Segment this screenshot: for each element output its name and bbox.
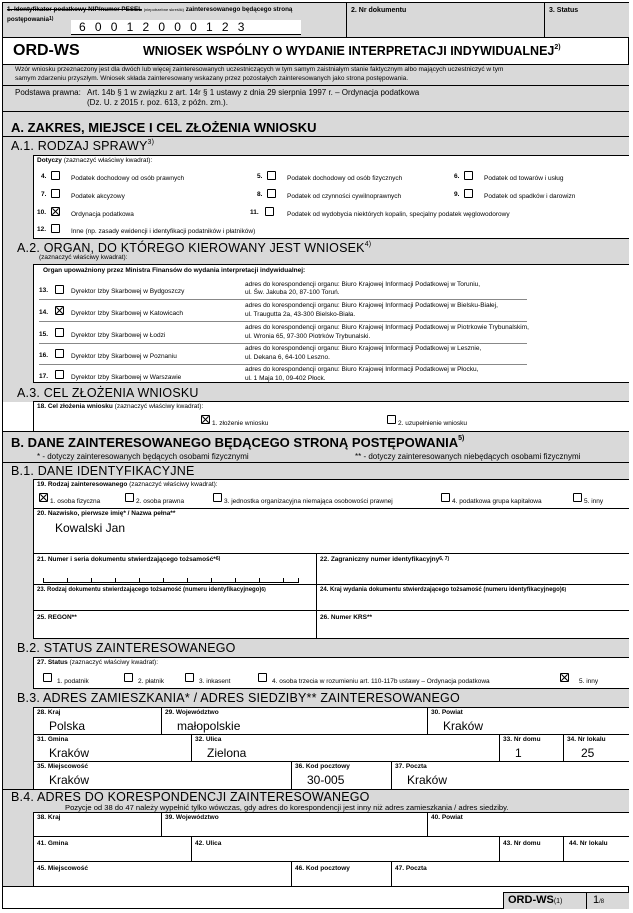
type1-label: 1. osoba fizyczna [50,498,101,505]
basis-line1: Art. 14b § 1 w związku z art. 14r § 1 ustawy z dnia 29 sierpnia 1997 r. – Ordynacja podatkowa [87,88,420,97]
status4-label: 4. osoba trzecia w rozumieniu art. 110-117b ustawy – Ordynacja podatkowa [272,678,490,685]
b4-box [33,812,629,886]
organ-name-14: Dyrektor Izby Skarbowej w Katowicach [71,310,183,317]
form-page: 1. Identyfikator podatkowy NIP/numer PESEL (niepotrzebne skreślić) zainteresowanego będącego stroną postępowania$^{1)}$ 60012000123 2. Nr dokumentu 3. Status ORD-WS WNIOSEK WSPÓLNY O WYDANIE INTERPRETACJI INDYWIDUALNEJ$^{2)}$ Wzór wniosku przeznaczony jest dla dwóch lub więcej zainteresowanych uczestniczących w tym samym zaistniałym stanie faktycznym albo mających uczestniczyć w tym samym zdarzeniu przyszłym. Wniosek składa zainteresowany wskazany przez pozostałych zainteresowanych jako strona postępowania. Podstawa prawna: Art. 14b § 1 w związku z art. 14r § 1 ustawy z dnia 29 sierpnia 1997 r. – Ordynacja podatkowa (Dz. U. z 2015 r. poz. 613, z późn. zm.). A. ZAKRES, MIEJSCE I CEL ZŁOŻENIA WNIOSKU A.1. RODZAJ SPRAWY$^{3)}$ Dotyczy (zaznaczyć właściwy kwadrat): 4. Podatek dochodowy od osób prawnych 5. Podatek dochodowy od osób fizycznych 6. Podatek od towarów i usług 7. Podatek akcyzowy 8. Podatek od czynności cywilnoprawnych 9. Podatek od spadków i darowizn 10. Ordynacja podatkowa 11. Podatek od wydobycia niektórych kopalin, specjalny podatek węglowodorowy 12. Inne (np. zasady ewidencji i identyfikacji podatników i płatników) A.2. ORGAN, DO KTÓREGO KIEROWANY JEST WNIOSEK$^{4)}$ (zaznaczyć właściwy kwadrat): Organ upoważniony przez Ministra Finansów do wydania interpretacji indywidualnej: 13. Dyrektor Izby Skarbowej w Bydgoszczy adres do korespondencji organu: Biuro Krajowej Informacji Podatkowej w Toruniu, ul. Św. Jakuba 20, 87-100 Toruń. 14. Dyrektor Izby Skarbowej w Katowicach adres do korespondencji organu: Biuro Krajowej Informacji Podatkowej w Bielsku-Białej, ul. Traugutta 2a, 43-300 Bielsko-Biała. 15. Dyrektor Izby Skarbowej w Łodzi adres do korespondencji organu: Biuro Krajowej Informacji Podatkowej w Piotrkowie Trybunalskim, ul. Wronia 65, 97-300 Piotrków Trybunalski. 16. Dyrektor Izby Skarbowej w Poznaniu adres do korespondencji organu: Biuro Krajowej Informacji Podatkowej w Lesznie, ul. Dekana 6, 64-100 Leszno. 17. Dyrektor Izby Skarbowej w Warszawie adres do korespondencji organu: Biuro Krajowej Informacji Podatkowej w Płocku, ul. 1 Maja 10, 09-402 Płock. A.3. CEL ZŁOŻENIA WNIOSKU 18. Cel złożenia wniosku (zaznaczyć właściwy kwadrat): 1. złożenie wniosku 2. uzupełnienie wniosku B. DANE ZAINTERESOWANEGO BĘDĄCEGO STRONĄ POSTĘPOWANIA$^{5)}$ * - dotyczy zainteresowanych będących osobami fizycznymi ** - dotyczy zainteresowanych niebędących osobami fizycznymi B.1. DANE IDENTYFIKACYJNE 19. Rodzaj zainteresowanego (zaznaczyć właściwy kwadrat): 1. osoba fizyczna 2. osoba prawna 3. jednostka organizacyjna niemająca osobowości prawnej 4. podatkowa grupa kapitałowa 5. inny 20. Nazwisko, pierwsze imię* / Nazwa pełna** Kowalski Jan 21. Numer i seria dokumentu stwierdzającego tożsamość*$^{6)}$ 22. Zagraniczny numer identyfikacyjny$^{6, 7)}$ 23. Rodzaj dokumentu stwierdzającego tożsamość (numeru identyfikacyjnego)$^{6)}$ 24. Kraj wydania dokumentu stwierdzającego tożsamość (numeru identyfikacyjnego)$^{6)}$ 25. REGON** 26. Numer KRS** B.2. STATUS ZAINTERESOWANEGO 27. Status (zaznaczyć właściwy kwadrat): 1. podatnik 2. płatnik 3. inkasent 4. osoba trzecia w rozumieniu art. 110-117b ustawy – Ordynacja podatkowa 5. inny B.3. ADRES ZAMIESZKANIA* / ADRES SIEDZIBY** ZAINTERESOWANEGO 28. Kraj Polska 29. Województwo małopolskie 30. Powiat Kraków 31. Gmina Kraków 32. Ulica Zielona 33. Nr domu 1 34. Nr lokalu 25 35. Miejscowość Kraków 36. Kod pocztowy 30-005 37. Poczta Kraków B.4. ADRES DO KORESPONDENCJI ZAINTERESOWANEGO Pozycje od 38 do 47 należy wypełnić tylko wówczas, gdy adres do korespondencji jest inny niż adres zamieszkania / adres siedziby. 38. Kraj 39. Województwo 40. Powiat 41. Gmina 42. Ulica 43. Nr domu 44. Nr lokalu 45. Miejscowość 46. Kod pocztowy 47. Poczta ORD-WS(1) 1/8 [2,2,629,909]
status1-label: 1. podatnik [57,678,89,685]
checkbox-type-group[interactable] [441,493,450,502]
footer-page: 1 [593,894,600,906]
f32-label[interactable]: 32. Ulica [195,736,222,743]
opt10-label: Ordynacja podatkowa [71,211,134,218]
a3-title: A.3. CEL ZŁOŻENIA WNIOSKU [17,386,199,400]
nip-label2: zainteresowanego będącego stroną [185,6,293,13]
f35-label[interactable]: 35. Miejscowość [37,763,88,770]
organ-head: Organ upoważniony przez Ministra Finansów do wydania interpretacji indywidualnej: [43,267,306,274]
purpose2-label: 2. uzupełnienie wniosku [398,420,468,427]
status-label: 3. Status [549,7,579,14]
f36-label[interactable]: 36. Kod pocztowy [295,763,350,770]
status2-label: 2. płatnik [138,678,165,685]
organ-addr2-16: ul. Dekana 6, 64-100 Leszno. [245,354,330,361]
organ-num-17: 17. [39,373,49,380]
checkbox-pcc[interactable] [267,189,276,198]
checkbox-status-taxpayer[interactable] [43,673,52,682]
f44-label[interactable]: 44. Nr lokalu [569,840,608,847]
organ-num-13: 13. [39,287,49,294]
form-code: ORD-WS [13,42,80,59]
opt4-label: Podatek dochodowy od osób prawnych [71,175,185,182]
nip-sup: 1) [48,16,54,22]
f29-value: małopolskie [177,719,241,733]
f31-label[interactable]: 31. Gmina [37,736,69,743]
checkbox-type-unit[interactable] [213,493,222,502]
b4-note: Pozycje od 38 do 47 należy wypełnić tylko wówczas, gdy adres do korespondencji jest inny niż adres zamieszkania / adres siedziby. [65,803,509,812]
opt5-label: Podatek dochodowy od osób fizycznych [287,175,403,182]
f34-label[interactable]: 34. Nr lokalu [567,736,606,743]
f24-sup: 6) [561,587,567,593]
footer-code: ORD-WS [508,894,554,906]
organ-name-15: Dyrektor Izby Skarbowej w Łodzi [71,332,166,339]
a1-sup: 3) [147,139,155,146]
f24-label: 24. Kraj wydania dokumentu stwierdzającego tożsamość (numeru identyfikacyjnego) [320,587,562,593]
organ-addr1-14: adres do korespondencji organu: Biuro Krajowej Informacji Podatkowej w Bielsku-Białej, [245,302,498,309]
f35-value: Kraków [49,773,90,787]
checkbox-vat[interactable] [464,171,473,180]
f21-sup: 6) [215,556,221,562]
f30-value: Kraków [443,719,484,733]
form-title: WNIOSEK WSPÓLNY O WYDANIE INTERPRETACJI INDYWIDUALNEJ [143,44,555,58]
checkbox-inheritance[interactable] [464,189,473,198]
basis-label: Podstawa prawna: [15,88,81,97]
opt7-label: Podatek akcyzowy [71,193,125,200]
checkbox-purpose-supplement[interactable] [387,415,396,424]
opt12-label: Inne (np. zasady ewidencji i identyfikacji podatników i płatników) [71,228,256,235]
section-b-sup: 5) [458,435,465,442]
intro-line1: Wzór wniosku przeznaczony jest dla dwóch lub więcej zainteresowanych uczestniczących w tym samym zaistniałym stanie faktycznym albo mających uczestniczyć w tym [15,66,504,73]
organ-name-16: Dyrektor Izby Skarbowej w Poznaniu [71,353,177,360]
checkbox-type-other[interactable] [573,493,582,502]
f33-label[interactable]: 33. Nr domu [503,736,541,743]
checkbox-other-matter[interactable] [51,224,60,233]
concerns-note: (zaznaczyć właściwy kwadrat): [63,157,153,164]
section-b-title: B. DANE ZAINTERESOWANEGO BĘDĄCEGO STRONĄ POSTĘPOWANIA [11,435,459,450]
organ-addr1-16: adres do korespondencji organu: Biuro Krajowej Informacji Podatkowej w Lesznie, [245,345,482,352]
f42-label[interactable]: 42. Ulica [195,840,222,847]
f26-label: 26. Numer KRS** [320,614,373,621]
status3-label: 3. inkasent [199,678,231,685]
nip-label3: postępowania [7,16,49,23]
type4-label: 4. podatkowa grupa kapitałowa [452,498,542,505]
checkbox-organ-poznan[interactable] [55,349,64,358]
a2-title: A.2. ORGAN, DO KTÓREGO KIEROWANY JEST WNIOSEK [17,241,365,255]
f45-label[interactable]: 45. Miejscowość [37,865,88,872]
f43-label[interactable]: 43. Nr domu [503,840,541,847]
checkbox-organ-katowice[interactable] [55,306,64,315]
f28-value: Polska [49,719,86,733]
nip-label: 1. Identyfikator podatkowy NIP/numer PESEL [7,6,142,13]
f47-label[interactable]: 47. Poczta [395,865,427,872]
f37-value: Kraków [407,773,448,787]
b4-title: B.4. ADRES DO KORESPONDENCJI ZAINTERESOWANEGO [11,790,370,804]
checkbox-ordinance[interactable] [51,207,60,216]
f20-label: 20. Nazwisko, pierwsze imię* / Nazwa pełna** [37,510,176,517]
f34-value: 25 [581,746,595,760]
f27-label: 27. Status [37,659,68,666]
b2-title: B.2. STATUS ZAINTERESOWANEGO [17,641,236,655]
checkbox-minerals[interactable] [265,207,274,216]
nip-value: 60012000123 [79,20,254,34]
footer-page-of: /8 [599,899,605,905]
a1-title: A.1. RODZAJ SPRAWY [11,139,148,153]
b3-title: B.3. ADRES ZAMIESZKANIA* / ADRES SIEDZIBY** ZAINTERESOWANEGO [17,691,460,705]
purpose-label: 18. Cel złożenia wniosku [37,403,113,410]
f46-label[interactable]: 46. Kod pocztowy [295,865,350,872]
organ-num-14: 14. [39,309,49,316]
nip-note: (niepotrzebne skreślić) [143,7,184,12]
organ-addr2-15: ul. Wronia 65, 97-300 Piotrków Trybunalski. [245,333,371,340]
purpose-note: (zaznaczyć właściwy kwadrat): [114,403,204,410]
section-a-title: A. ZAKRES, MIEJSCE I CEL ZŁOŻENIA WNIOSKU [11,120,317,135]
organ-addr1-17: adres do korespondencji organu: Biuro Krajowej Informacji Podatkowej w Płocku, [245,366,479,373]
checkbox-type-legal[interactable] [125,493,134,502]
type5-label: 5. inny [584,498,604,505]
concerns-label: Dotyczy [37,157,62,164]
organ-addr1-13: adres do korespondencji organu: Biuro Krajowej Informacji Podatkowej w Toruniu, [245,281,481,288]
note-natural: * - dotyczy zainteresowanych będących osobami fizycznymi [37,452,249,461]
f36-value: 30-005 [307,773,345,787]
f30-label[interactable]: 30. Powiat [431,709,463,716]
checkbox-organ-warszawa[interactable] [55,370,64,379]
a2-sup: 4) [364,241,372,248]
organ-addr2-14: ul. Traugutta 2a, 43-300 Bielsko-Biała. [245,311,356,318]
opt11-label: Podatek od wydobycia niektórych kopalin, specjalny podatek węglowodorowy [287,211,510,218]
f20-value: Kowalski Jan [55,521,126,535]
basis-line2: (Dz. U. z 2015 r. poz. 613, z późn. zm.). [87,98,228,107]
f23-sup: 6) [261,587,266,593]
checkbox-organ-lodz[interactable] [55,328,64,337]
purpose1-label: 1. złożenie wniosku [212,420,269,427]
f40-label[interactable]: 40. Powiat [431,814,463,821]
opt9-label: Podatek od spadków i darowizn [484,193,576,200]
footer-code-sup: (1) [553,898,563,905]
f31-value: Kraków [49,746,90,760]
f22-sup: 6, 7) [439,556,450,562]
checkbox-organ-bydgoszcz[interactable] [55,285,64,294]
f41-label[interactable]: 41. Gmina [37,840,69,847]
f32-value: Zielona [207,746,247,760]
intro-line2: samym zdarzeniu przyszłym. Wniosek składa zainteresowany wskazany przez pozostałych zainteresowanych jako strona postępowania. [15,75,409,82]
f28-label[interactable]: 28. Kraj [37,709,61,716]
f38-label[interactable]: 38. Kraj [37,814,61,821]
form-title-sup: 2) [554,44,561,51]
opt8-label: Podatek od czynności cywilnoprawnych [287,193,402,200]
status5-label: 5. inny [579,678,599,685]
checkbox-cit[interactable] [51,171,60,180]
f19-note: (zaznaczyć właściwy kwadrat): [129,481,218,488]
f39-label[interactable]: 39. Województwo [165,814,219,821]
opt6-label: Podatek od towarów i usług [484,175,564,182]
organ-num-15: 15. [39,331,49,338]
f37-label[interactable]: 37. Poczta [395,763,427,770]
organ-addr1-15: adres do korespondencji organu: Biuro Krajowej Informacji Podatkowej w Piotrkowie Trybunalskim, [245,324,529,331]
f33-value: 1 [515,746,522,760]
f29-label[interactable]: 29. Województwo [165,709,219,716]
checkbox-status-collector[interactable] [185,673,194,682]
doc-no-label: 2. Nr dokumentu [351,7,407,14]
organ-addr2-13: ul. Św. Jakuba 20, 87-100 Toruń. [245,289,340,296]
checkbox-type-natural[interactable] [39,493,48,502]
f19-label: 19. Rodzaj zainteresowanego [37,481,128,488]
type3-label: 3. jednostka organizacyjna niemająca osobowości prawnej [224,498,393,505]
checkbox-status-third-party[interactable] [258,673,267,682]
f25-label: 25. REGON** [37,614,77,621]
checkbox-excise[interactable] [51,189,60,198]
checkbox-status-payer[interactable] [124,673,133,682]
f27-note: (zaznaczyć właściwy kwadrat): [69,659,159,666]
type2-label: 2. osoba prawna [136,498,185,505]
f23-label: 23. Rodzaj dokumentu stwierdzającego tożsamość (numeru identyfikacyjnego) [37,587,262,593]
b1-title: B.1. DANE IDENTYFIKACYJNE [11,464,195,478]
f21-label: 21. Numer i seria dokumentu stwierdzającego tożsamość* [37,556,216,563]
organ-addr2-17: ul. 1 Maja 10, 09-402 Płock. [245,375,326,382]
note-legal: ** - dotyczy zainteresowanych niebędących osobami fizycznymi [355,452,581,461]
organ-num-16: 16. [39,352,49,359]
checkbox-pit[interactable] [267,171,276,180]
checkbox-purpose-submit[interactable] [201,415,210,424]
a2-note: (zaznaczyć właściwy kwadrat): [39,254,128,261]
organ-name-17: Dyrektor Izby Skarbowej w Warszawie [71,374,182,381]
f22-label: 22. Zagraniczny numer identyfikacyjny [320,556,440,563]
checkbox-status-other[interactable] [560,673,569,682]
organ-name-13: Dyrektor Izby Skarbowej w Bydgoszczy [71,288,185,295]
